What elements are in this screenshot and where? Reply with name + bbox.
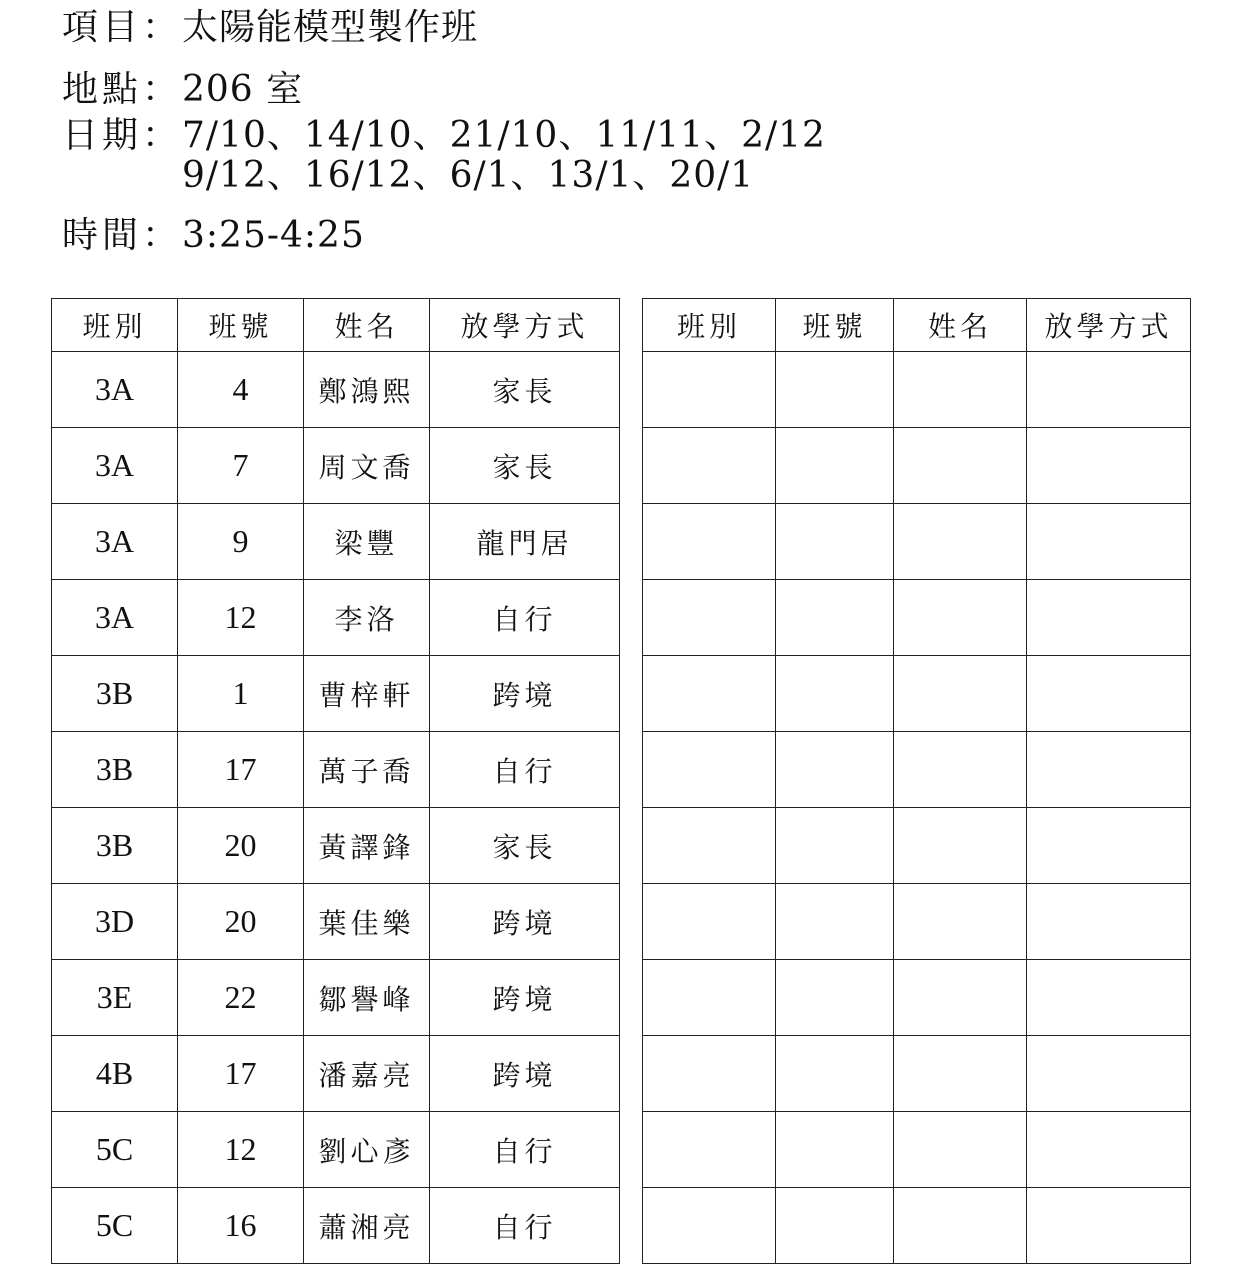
time-line [62,216,365,256]
table-row-empty [643,504,1191,580]
table-row-empty [643,884,1191,960]
cell-empty [894,580,1027,656]
date-line [62,116,826,156]
cell-name: 劉心彥 [304,1112,430,1188]
cell-name: 葉佳樂 [304,884,430,960]
cell-name: 周文喬 [304,428,430,504]
table-row-empty [643,1112,1191,1188]
table-row-empty [643,1188,1191,1264]
cell-class: 3B [52,732,178,808]
cell-dismissal: 龍門居 [430,504,620,580]
cell-number: 12 [178,1112,304,1188]
cell-dismissal: 自行 [430,732,620,808]
table-row [52,732,620,808]
header-number: 班號 [776,299,894,352]
roster-table-left-body [52,352,620,1264]
project-line [62,8,478,48]
cell-number: 16 [178,1188,304,1264]
header-dismissal: 放學方式 [430,299,620,352]
cell-number: 12 [178,580,304,656]
cell-empty [894,352,1027,428]
cell-empty [643,732,776,808]
table-row-empty [643,960,1191,1036]
table-header-row [52,299,620,352]
cell-number: 22 [178,960,304,1036]
cell-empty [643,656,776,732]
cell-empty [894,656,1027,732]
cell-name: 黃譯鋒 [304,808,430,884]
table-row [52,656,620,732]
cell-number: 1 [178,656,304,732]
cell-empty [894,808,1027,884]
cell-dismissal: 家長 [430,428,620,504]
cell-dismissal: 跨境 [430,656,620,732]
cell-empty [1027,1112,1191,1188]
time-value: 3:25-4:25 [182,215,365,256]
cell-empty [776,1112,894,1188]
date-line-continued [62,156,754,196]
table-row-empty [643,1036,1191,1112]
cell-dismissal: 跨境 [430,960,620,1036]
cell-empty [894,1188,1027,1264]
cell-empty [776,884,894,960]
cell-empty [1027,1036,1191,1112]
cell-name: 曹梓軒 [304,656,430,732]
table-row [52,1036,620,1112]
cell-dismissal: 自行 [430,1188,620,1264]
table-row [52,960,620,1036]
cell-empty [643,1188,776,1264]
table-row [52,580,620,656]
location-line [62,70,303,110]
cell-class: 5C [52,1112,178,1188]
cell-class: 3A [52,580,178,656]
cell-dismissal: 家長 [430,808,620,884]
cell-number: 17 [178,1036,304,1112]
time-label: 時間： [62,215,183,256]
cell-empty [1027,656,1191,732]
cell-empty [894,504,1027,580]
cell-empty [1027,960,1191,1036]
cell-empty [643,1112,776,1188]
cell-empty [643,504,776,580]
cell-number: 9 [178,504,304,580]
table-row [52,884,620,960]
date-label: 日期： [62,115,183,156]
cell-empty [1027,884,1191,960]
cell-dismissal: 跨境 [430,884,620,960]
cell-class: 3B [52,656,178,732]
table-row-empty [643,656,1191,732]
cell-empty [643,428,776,504]
cell-class: 3A [52,352,178,428]
cell-empty [894,1112,1027,1188]
cell-empty [1027,732,1191,808]
cell-empty [776,1188,894,1264]
cell-name: 蕭湘亮 [304,1188,430,1264]
table-row-empty [643,732,1191,808]
location-value: 206 室 [182,69,304,110]
cell-empty [643,884,776,960]
cell-name: 萬子喬 [304,732,430,808]
cell-number: 4 [178,352,304,428]
date-value-line1: 7/10、14/10、21/10、11/11、2/12 [182,115,826,156]
table-row [52,352,620,428]
cell-empty [776,960,894,1036]
project-label: 項目： [62,7,183,48]
table-row-empty [643,808,1191,884]
header-name: 姓名 [894,299,1027,352]
roster-table-left [51,298,620,1264]
header-dismissal: 放學方式 [1027,299,1191,352]
cell-class: 4B [52,1036,178,1112]
cell-empty [1027,428,1191,504]
table-row-empty [643,580,1191,656]
cell-class: 5C [52,1188,178,1264]
cell-name: 鄒譽峰 [304,960,430,1036]
roster-table-right [642,298,1191,1264]
cell-dismissal: 自行 [430,1112,620,1188]
cell-empty [643,808,776,884]
cell-empty [643,580,776,656]
header-class: 班別 [52,299,178,352]
table-row [52,1112,620,1188]
cell-empty [894,884,1027,960]
cell-empty [643,960,776,1036]
cell-number: 20 [178,808,304,884]
cell-empty [1027,504,1191,580]
cell-empty [776,580,894,656]
cell-empty [776,352,894,428]
cell-empty [1027,352,1191,428]
header-name: 姓名 [304,299,430,352]
table-row [52,808,620,884]
cell-empty [776,808,894,884]
cell-empty [1027,808,1191,884]
cell-empty [1027,1188,1191,1264]
cell-class: 3A [52,428,178,504]
cell-empty [643,1036,776,1112]
table-row-empty [643,352,1191,428]
cell-class: 3E [52,960,178,1036]
cell-empty [894,428,1027,504]
cell-name: 李洛 [304,580,430,656]
header-class: 班別 [643,299,776,352]
table-row [52,504,620,580]
project-value: 太陽能模型製作班 [182,7,479,48]
cell-name: 潘嘉亮 [304,1036,430,1112]
table-row [52,1188,620,1264]
cell-empty [776,504,894,580]
cell-class: 3A [52,504,178,580]
cell-name: 梁豐 [304,504,430,580]
cell-empty [776,732,894,808]
location-label: 地點： [62,69,183,110]
header-number: 班號 [178,299,304,352]
cell-empty [643,352,776,428]
cell-number: 7 [178,428,304,504]
cell-class: 3D [52,884,178,960]
table-row [52,428,620,504]
cell-empty [776,656,894,732]
cell-empty [776,428,894,504]
cell-empty [894,1036,1027,1112]
cell-dismissal: 家長 [430,352,620,428]
cell-dismissal: 自行 [430,580,620,656]
cell-class: 3B [52,808,178,884]
roster-table-right-body [643,352,1191,1264]
date-value-line2: 9/12、16/12、6/1、13/1、20/1 [182,155,755,196]
cell-number: 20 [178,884,304,960]
table-header-row [643,299,1191,352]
cell-empty [776,1036,894,1112]
cell-dismissal: 跨境 [430,1036,620,1112]
cell-name: 鄭鴻熙 [304,352,430,428]
cell-number: 17 [178,732,304,808]
table-row-empty [643,428,1191,504]
cell-empty [894,960,1027,1036]
cell-empty [1027,580,1191,656]
cell-empty [894,732,1027,808]
